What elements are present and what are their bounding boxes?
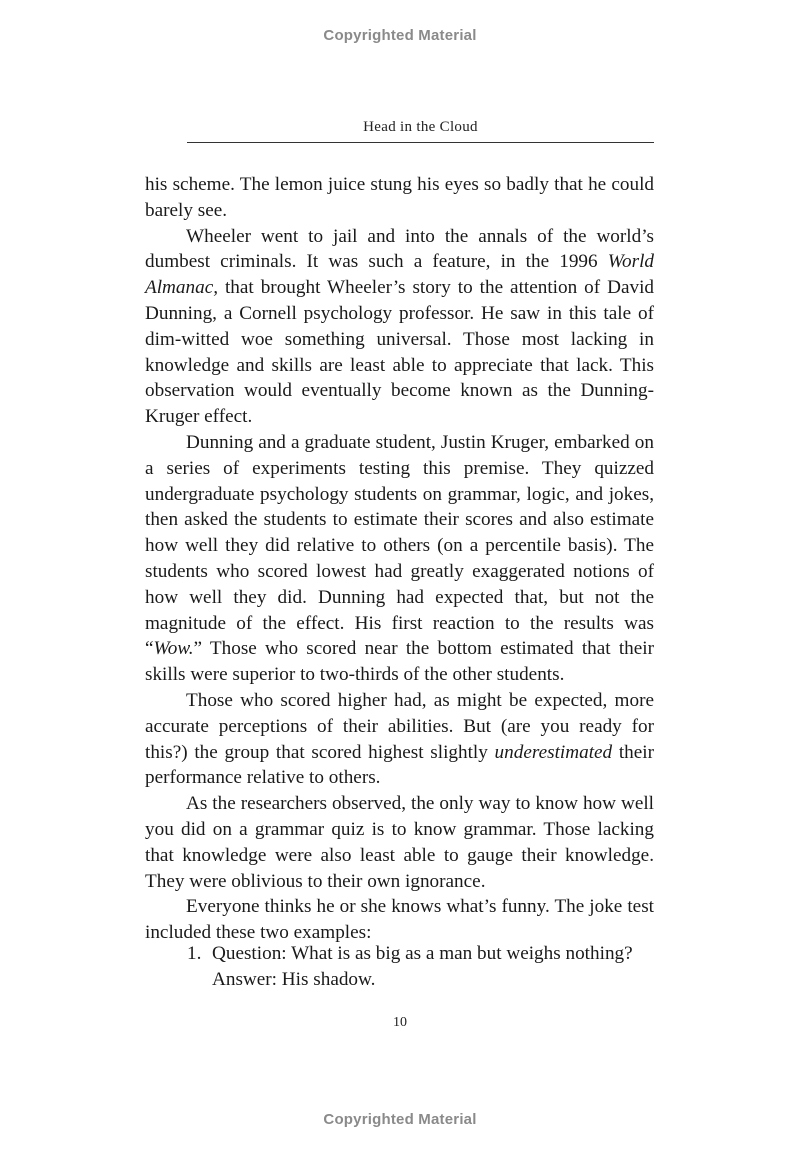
italic-text: World Almanac, [145, 251, 654, 299]
body-text [145, 172, 654, 946]
list-item-answer: Answer: His shadow. [212, 968, 376, 990]
list-item-question: Question: What is as big as a man but weighs nothing? [212, 943, 633, 964]
paragraph [145, 894, 654, 946]
paragraph-text: Dunning and a graduate student, Justin Kruger, embarked on a series of experiments testing this premise. They quizzed undergraduate psychology students on grammar, logic, and jokes, then asked the students to estimate their scores and also estimate how well they did relative to others (on a percentile basis). The students who scored lowest had greatly exaggerated notions of how well they did. Dunning had expected that, but not the magnitude of the effect. His first reaction to the results was “ [145, 431, 654, 660]
paragraph-text: Everyone thinks he or she knows what’s funny. The joke test included these two examples: [145, 896, 654, 944]
italic-text: underestimated [494, 741, 613, 763]
page-number: 10 [393, 1015, 407, 1030]
italic-text: Wow. [153, 638, 194, 660]
running-header-title: Head in the Cloud [363, 119, 478, 135]
paragraph [145, 224, 654, 430]
paragraph-text: that brought Wheeler’s story to the attention of David Dunning, a Cornell psychology professor. He saw in this tale of dim-witted woe something universal. Those most lacking in knowledge and skills are least able to appreciate that lack. This observation would eventually become known as the Dunning-Kruger effect. [145, 277, 654, 428]
joke-list [145, 941, 654, 993]
paragraph [145, 688, 654, 791]
paragraph-text: As the researchers observed, the only way to know how well you did on a grammar quiz is to know grammar. Those lacking that knowledge were also least able to gauge their knowledge. They were oblivious to their own ignorance. [145, 793, 654, 892]
paragraph [145, 172, 654, 224]
copyright-watermark-top: Copyrighted Material [323, 27, 477, 44]
header-rule [187, 142, 654, 143]
paragraph-text: their performance relative to others. [145, 741, 654, 789]
list-item [145, 941, 654, 993]
list-item-number: 1. [187, 943, 202, 964]
paragraph-text: ” Those who scored near the bottom estimated that their skills were superior to two-thirds of the other students. [145, 638, 654, 686]
copyright-watermark-bottom: Copyrighted Material [323, 1111, 477, 1128]
paragraph [145, 791, 654, 894]
paragraph-text: Wheeler went to jail and into the annals of the world’s dumbest criminals. It was such a feature, in the 1996 [145, 225, 654, 273]
paragraph-text: Those who scored higher had, as might be expected, more accurate perceptions of their abilities. But (are you ready for this?) the group that scored highest slightly [145, 689, 654, 763]
paragraph [145, 430, 654, 688]
paragraph-text: his scheme. The lemon juice stung his eyes so badly that he could barely see. [145, 174, 654, 221]
